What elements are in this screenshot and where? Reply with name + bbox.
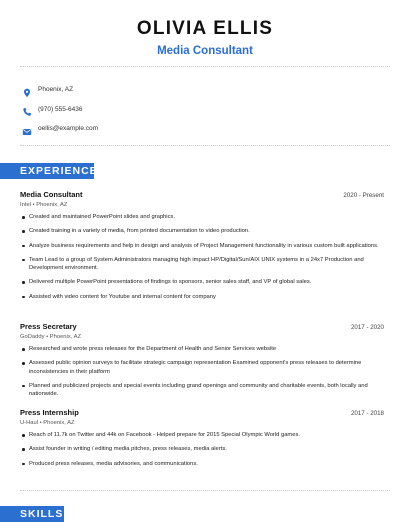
job-bullet: Assist founder in writing / editing media pitches, press releases, media alerts. [20,445,384,453]
phone-icon [22,104,32,114]
resume-header [0,0,410,57]
job-dates: 2020 - Present [343,192,384,199]
job-bullet: Analyze business requirements and help in design and analysis of Project Management functionality in various custom built applications. [20,242,384,250]
job-entry [20,322,384,398]
job-title: Media Consultant [20,190,83,199]
job-entry [20,408,384,468]
contact-email-text: oellis@example.com [38,125,99,132]
job-bullet: Assisted with video content for Youtube and internal content for company [20,293,384,301]
divider [20,145,390,146]
job-dates: 2017 - 2018 [350,410,384,417]
job-bullet: Reach of 11.7k on Twitter and 44k on Facebook - Helped prepare for 2015 Special Olympic World games. [20,431,384,439]
job-bullet: Created training in a variety of media, from printed documentation to video production. [20,227,384,235]
divider [20,490,390,491]
job-bullet: Researched and wrote press releases for the Department of Health and Senior Services website [20,345,384,353]
email-icon [22,124,32,134]
job-company: U-Haul • Phoenix, AZ [20,420,75,426]
job-bullet: Delivered multiple PowerPoint presentations of findings to sponsors, senior sales staff, and VP of global sales. [20,278,384,286]
candidate-name: OLIVIA ELLIS [136,18,274,39]
contact-location-text: Phoenix, AZ [38,86,74,93]
divider [20,66,390,67]
job-bullet: Assessed public opinion surveys to facilitate strategic campaign representation Examined opponent's press releases to determine inconsistencies in their platform [20,359,384,376]
job-bullet: Produced press releases, media advisories, and communications. [20,460,384,468]
job-company: GoDaddy • Phoenix, AZ [20,334,81,340]
experience-section-heading: EXPERIENCE [0,163,94,179]
job-bullets [20,213,384,301]
contact-phone [22,100,98,119]
job-dates: 2017 - 2020 [350,324,384,331]
job-entry [20,190,384,301]
job-bullet: Team Lead to a group of System Administrators managing high impact HP/Digital/Sun/AIX UNIX systems in a 24x7 Production and Development environment. [20,256,384,273]
location-pin-icon [22,85,32,95]
contact-email [22,119,98,138]
job-bullets [20,345,384,398]
job-title: Press Secretary [20,322,77,331]
job-bullet: Created and maintained PowerPoint slides and graphics. [20,213,384,221]
job-bullets [20,431,384,468]
contact-list [22,80,98,139]
job-bullet: Planned and publicized projects and special events including grand openings and community and charitable events, both locally and nationwide. [20,382,384,399]
contact-phone-text: (970) 555-6436 [38,105,83,113]
job-title: Press Internship [20,408,79,417]
job-company: Intel • Phoenix, AZ [20,202,68,208]
contact-location [22,80,98,99]
candidate-role: Media Consultant [157,45,253,57]
skills-section-heading: SKILLS [0,506,64,522]
